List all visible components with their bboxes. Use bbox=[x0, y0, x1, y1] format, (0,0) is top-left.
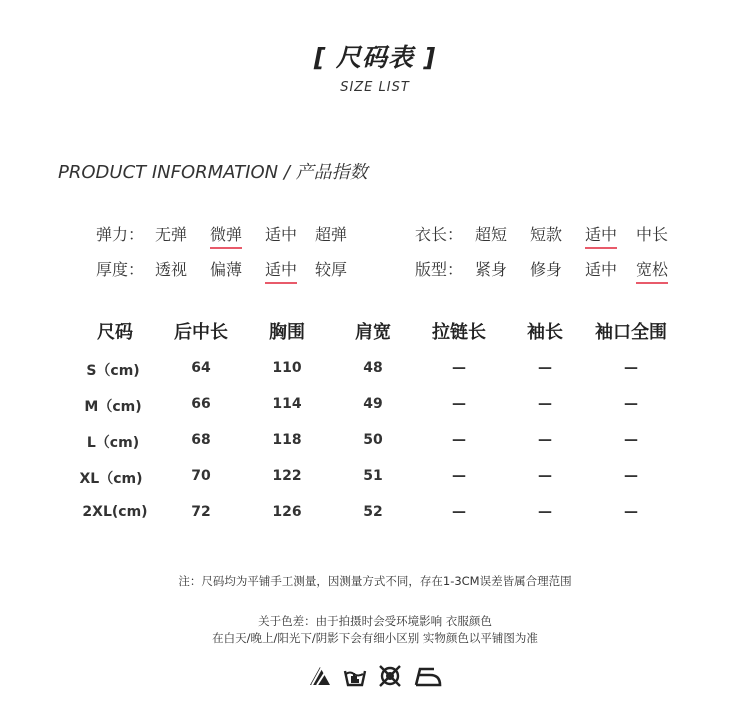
table-cell: — bbox=[452, 468, 466, 484]
table-cell-size: 2XL(cm) bbox=[82, 504, 148, 520]
fit-label: 版型： bbox=[415, 260, 464, 279]
table-row bbox=[0, 396, 750, 416]
table-cell: — bbox=[538, 360, 552, 376]
table-cell: — bbox=[624, 432, 638, 448]
thickness-option: 透视 bbox=[155, 260, 188, 279]
table-cell: — bbox=[538, 504, 552, 520]
table-cell: — bbox=[452, 396, 466, 412]
length-option: 超短 bbox=[475, 225, 508, 244]
table-cell: 64 bbox=[191, 360, 211, 376]
table-cell: 114 bbox=[272, 396, 302, 412]
elasticity-option: 无弹 bbox=[155, 225, 188, 244]
table-cell-size: S（cm) bbox=[86, 363, 140, 379]
table-cell-size: L（cm) bbox=[86, 435, 140, 451]
table-cell: — bbox=[452, 432, 466, 448]
table-cell: 50 bbox=[363, 432, 383, 448]
fit-row bbox=[0, 257, 750, 283]
column-header-sleeve-length: 袖长 bbox=[527, 322, 563, 343]
table-cell: 72 bbox=[191, 504, 211, 520]
page-subtitle: SIZE LIST bbox=[340, 80, 410, 95]
table-cell: — bbox=[624, 468, 638, 484]
column-header-back-length: 后中长 bbox=[174, 322, 228, 343]
thickness-option-selected: 适中 bbox=[265, 257, 297, 284]
fit-option: 紧身 bbox=[475, 260, 508, 279]
hand-wash-icon bbox=[342, 663, 368, 689]
table-cell: — bbox=[538, 468, 552, 484]
length-option: 短款 bbox=[530, 225, 563, 244]
table-cell: — bbox=[624, 396, 638, 412]
table-cell: — bbox=[538, 432, 552, 448]
table-cell: — bbox=[452, 504, 466, 520]
column-header-zipper-length: 拉链长 bbox=[432, 322, 486, 343]
thickness-label: 厚度： bbox=[96, 260, 145, 279]
no-bleach-icon bbox=[307, 663, 333, 689]
length-row bbox=[0, 222, 750, 248]
page-title: [ 尺码表 ] bbox=[313, 43, 437, 72]
table-row bbox=[0, 432, 750, 452]
table-cell: 51 bbox=[363, 468, 383, 484]
table-cell: — bbox=[624, 504, 638, 520]
length-option: 中长 bbox=[636, 225, 669, 244]
column-header-shoulder: 肩宽 bbox=[355, 322, 391, 343]
length-option-selected: 适中 bbox=[585, 222, 617, 249]
table-row bbox=[0, 504, 750, 524]
thickness-option: 偏薄 bbox=[210, 260, 243, 279]
elasticity-label: 弹力： bbox=[96, 225, 145, 244]
length-label: 衣长： bbox=[415, 225, 464, 244]
color-difference-note-detail: 在白天/晚上/阳光下/阴影下会有细小区别 实物颜色以平铺图为准 bbox=[212, 631, 538, 645]
iron-icon bbox=[412, 663, 438, 689]
table-cell-size: M（cm) bbox=[84, 399, 142, 415]
measurement-note: 注：尺码均为平铺手工测量，因测量方式不同，存在1-3CM误差皆属合理范围 bbox=[178, 574, 572, 588]
table-cell: 122 bbox=[272, 468, 302, 484]
elasticity-option-selected: 微弹 bbox=[210, 222, 242, 249]
fit-option: 适中 bbox=[585, 260, 618, 279]
fit-option-selected: 宽松 bbox=[636, 257, 668, 284]
table-cell: — bbox=[624, 360, 638, 376]
table-cell-size: XL（cm) bbox=[79, 471, 143, 487]
product-info-heading: PRODUCT INFORMATION / 产品指数 bbox=[58, 162, 368, 183]
table-row bbox=[0, 468, 750, 488]
table-cell: 49 bbox=[363, 396, 383, 412]
no-tumble-dry-icon bbox=[377, 663, 403, 689]
table-cell: 48 bbox=[363, 360, 383, 376]
table-cell: 52 bbox=[363, 504, 383, 520]
table-cell: 70 bbox=[191, 468, 211, 484]
care-icons bbox=[0, 663, 750, 689]
column-header-size: 尺码 bbox=[97, 322, 133, 343]
thickness-option: 较厚 bbox=[315, 260, 348, 279]
fit-option: 修身 bbox=[530, 260, 563, 279]
color-difference-note: 关于色差：由于拍摄时会受环境影响 衣服颜色 bbox=[258, 614, 492, 628]
table-cell: 66 bbox=[191, 396, 211, 412]
column-header-cuff: 袖口全围 bbox=[595, 322, 667, 343]
table-cell: 110 bbox=[272, 360, 302, 376]
column-header-chest: 胸围 bbox=[269, 322, 305, 343]
elasticity-option: 超弹 bbox=[315, 225, 348, 244]
table-row bbox=[0, 360, 750, 380]
table-cell: — bbox=[452, 360, 466, 376]
table-cell: 126 bbox=[272, 504, 302, 520]
table-cell: — bbox=[538, 396, 552, 412]
table-cell: 118 bbox=[272, 432, 302, 448]
size-table-header bbox=[0, 318, 750, 346]
table-cell: 68 bbox=[191, 432, 211, 448]
elasticity-option: 适中 bbox=[265, 225, 298, 244]
